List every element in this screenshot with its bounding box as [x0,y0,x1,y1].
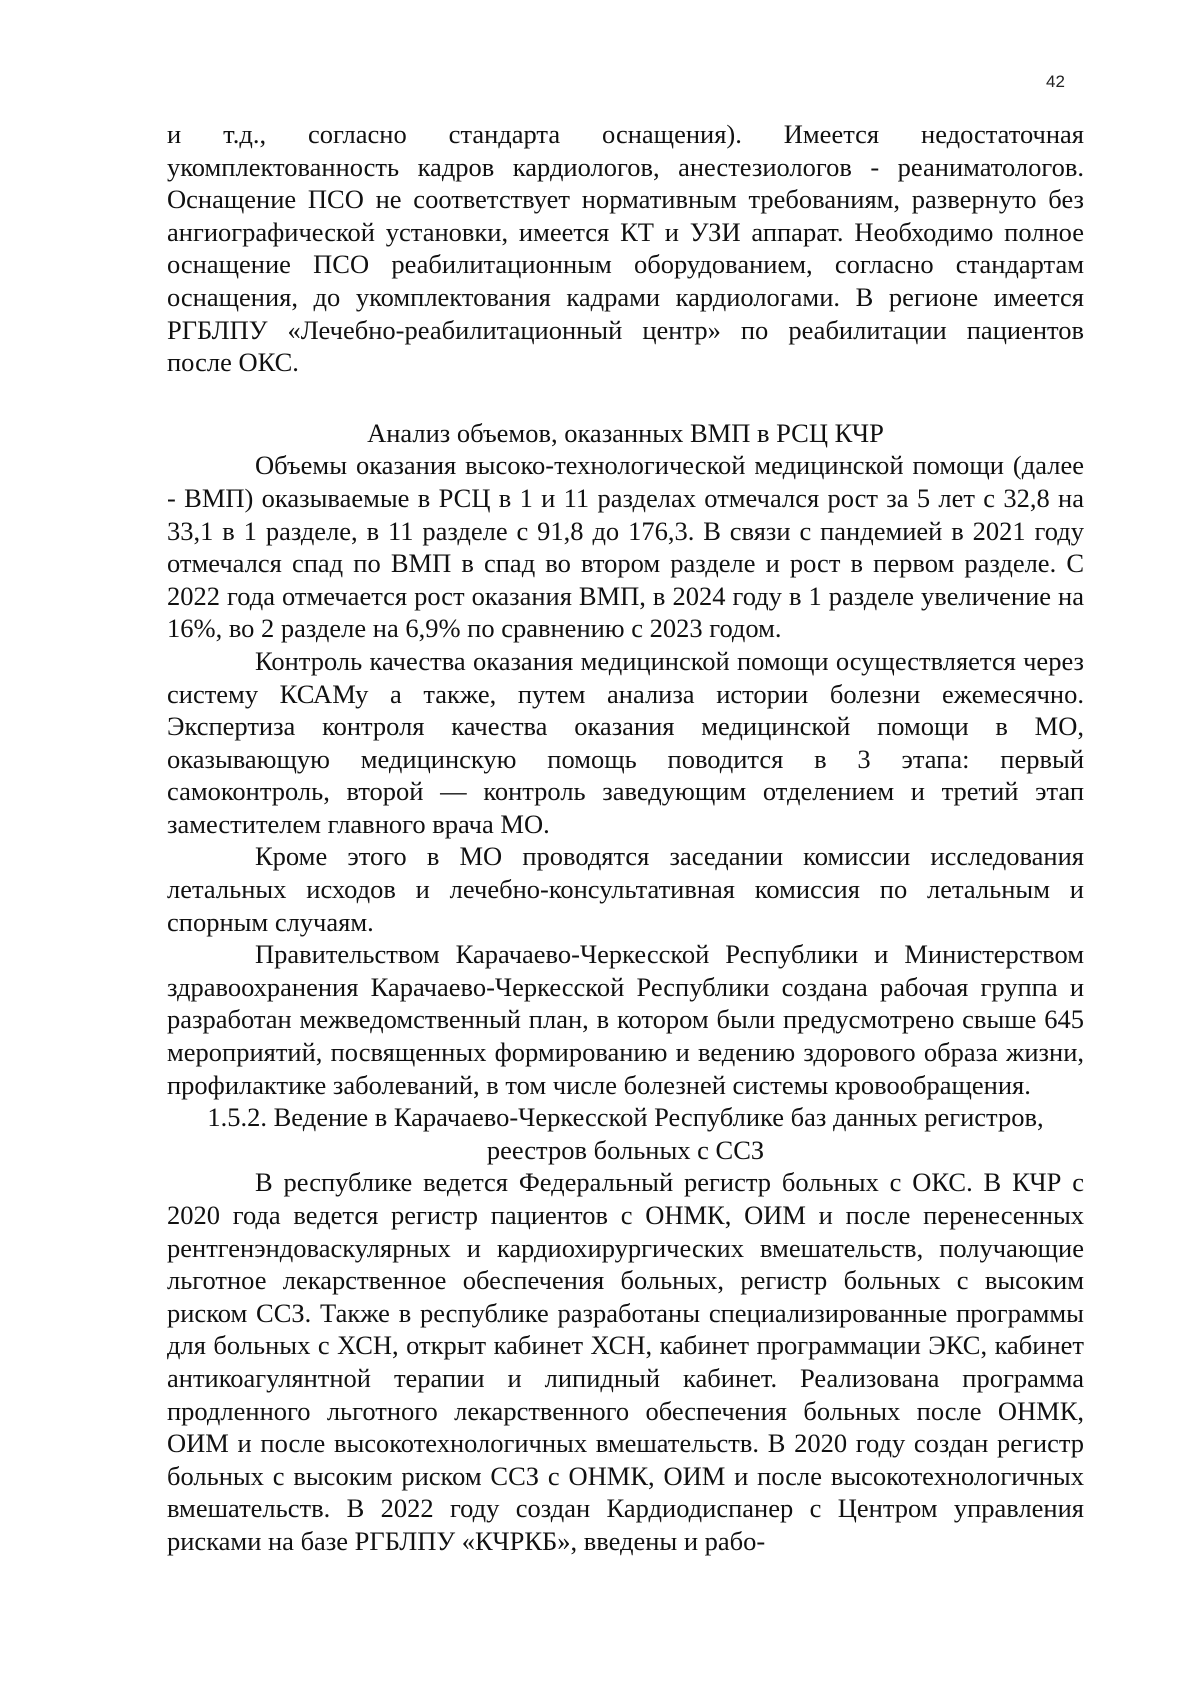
paragraph-vmp-volumes: Объемы оказания высоко-технологической медицинской помощи (далее - ВМП) оказываемые в РСЦ в 1 и 11 разделах отмечался рост за 5 лет с 32,8 на 33,1 в 1 разделе, в 11 разделе с 91,8 до 176,3. В связи с пандемией в 2021 году отмечался спад по ВМП в спад во втором разделе и рост в первом разделе. С 2022 года отмечается рост оказания ВМП, в 2024 году в 1 разделе увеличение на 16%, во 2 разделе на 6,9% по сравнению с 2023 годом. [167,450,1084,644]
document-body [167,118,1084,1558]
paragraph-equipment: и т.д., согласно стандарта оснащения). Имеется недостаточная укомплектованность кадров кардиологов, анестезиологов - реаниматологов. Оснащение ПСО не соответствует нормативным требованиям, развернуто без ангиографической установки, имеется КТ и УЗИ аппарат. Необходимо полное оснащение ПСО реабилитационным оборудованием, согласно стандартам оснащения, до укомплектования кадрами кардиологами. В регионе имеется РГБЛПУ «Лечебно-реабилитационный центр» по реабилитации пациентов после ОКС. [167,119,1084,378]
page-number: 42 [1046,72,1065,91]
subsection-title-line-2: реестров больных с ССЗ [486,1134,765,1165]
paragraph-interagency-plan: Правительством Карачаево-Черкесской Республики и Министерством здравоохранения Карачаево-Черкесской Республики создана рабочая группа и разработан межведомственный план, в котором были предусмотрено свыше 645 мероприятий, посвященных формированию и ведению здорового образа жизни, профилактике заболеваний, в том числе болезней системы кровообращения. [167,939,1084,1100]
subsection-title-line-1: 1.5.2. Ведение в Карачаево-Черкесской Республике баз данных регистров, [207,1102,1044,1133]
paragraph-registers: В республике ведется Федеральный регистр больных с ОКС. В КЧР с 2020 года ведется регистр пациентов с ОНМК, ОИМ и после перенесенных рентгенэндоваскулярных и кардиохирургических вмешательств, получающие льготное лекарственное обеспечения больных, регистр больных с высоким риском ССЗ. Также в республике разработаны специализированные программы для больных с ХСН, открыт кабинет ХСН, кабинет программации ЭКС, кабинет антикоагулянтной терапии и липидный кабинет. Реализована программа продленного льготного лекарственного обеспечения больных после ОНМК, ОИМ и после высокотехнологичных вмешательств. В 2020 году создан регистр больных с высоким риском ССЗ с ОНМК, ОИМ и после высокотехнологичных вмешательств. В 2022 году создан Кардиодиспанер с Центром управления рисками на базе РГБЛПУ «КЧРКБ», введены и рабо- [167,1167,1084,1556]
paragraph-commissions: Кроме этого в МО проводятся заседании комиссии исследования летальных исходов и лечебно-консультативная комиссия по летальным и спорным случаям. [167,841,1084,937]
section-heading-vmp: Анализ объемов, оказанных ВМП в РСЦ КЧР [367,417,884,448]
paragraph-quality-control: Контроль качества оказания медицинской помощи осуществляется через систему КСАМу а также, путем анализа истории болезни ежемесячно. Экспертиза контроля качества оказания медицинской помощи в МО, оказывающую медицинскую помощь поводится в 3 этапа: первый самоконтроль, второй — контроль заведующим отделением и третий этап заместителем главного врача МО. [167,645,1084,839]
